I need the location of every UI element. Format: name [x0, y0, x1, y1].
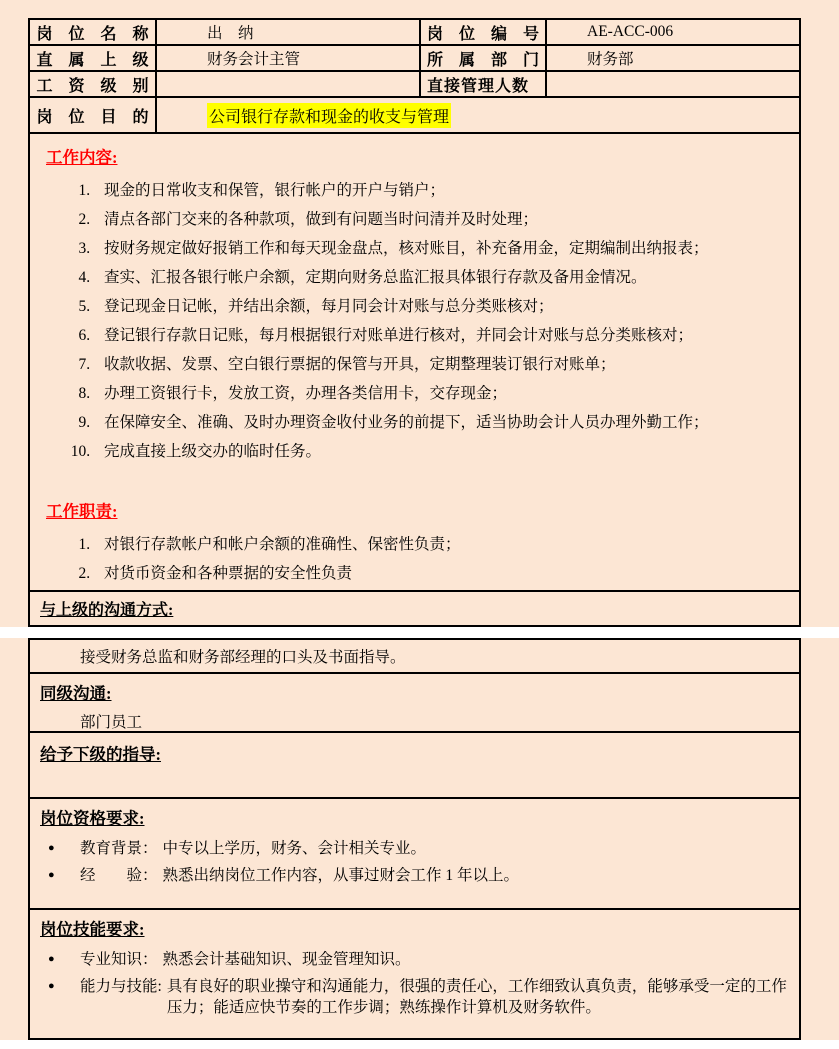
managed-count-value — [547, 72, 799, 98]
work-content-item: 10. 完成直接上级交办的临时任务。 — [94, 441, 785, 462]
salary-grade-value — [157, 72, 421, 98]
position-purpose-label: 岗 位 目 的 — [30, 98, 157, 134]
department-label: 所 属 部 门 — [421, 46, 547, 72]
work-content-item: 8. 办理工资银行卡，发放工资，办理各类信用卡，交存现金； — [94, 383, 785, 404]
skill-requirements-title: 岗位技能要求: — [40, 920, 145, 939]
bullet-icon: ● — [48, 869, 55, 881]
page-bottom-margin — [0, 1040, 839, 1049]
superior-communication-row — [30, 590, 799, 625]
skill-item-text: 熟悉会计基础知识、现金管理知识。 — [162, 951, 411, 968]
work-content-item: 2. 清点各部门交来的各种款项，做到有问题当时问清并及时处理； — [94, 209, 785, 230]
peer-communication-body: 部门员工 — [80, 714, 143, 731]
position-code-label: 岗 位 编 号 — [421, 20, 547, 46]
work-duty-item: 1. 对银行存款帐户和帐户余额的准确性、保密性负责； — [94, 534, 785, 555]
skill-item-text: 具有良好的职业操守和沟通能力，很强的责任心，工作细致认真负责，能够承受一定的工作压力；能适应快节奏的工作步调；熟练操作计算机及财务软件。 — [166, 978, 787, 1016]
page-break-gap — [0, 627, 839, 638]
skill-requirements-section — [30, 910, 799, 1038]
qualification-item-text: 熟悉出纳岗位工作内容，从事过财会工作 1 年以上。 — [162, 867, 520, 884]
qualification-requirements-section — [30, 799, 799, 910]
work-content-list — [46, 180, 785, 462]
direct-superior-value: 财务会计主管 — [157, 46, 421, 72]
work-duties-title: 工作职责: — [46, 502, 118, 521]
subordinate-guidance-section — [30, 733, 799, 799]
qualification-item — [40, 865, 787, 886]
work-content-item: 1. 现金的日常收支和保管，银行帐户的开户与销户； — [94, 180, 785, 201]
position-purpose-highlighted-text: 公司银行存款和现金的收支与管理 — [207, 103, 451, 128]
department-value: 财务部 — [547, 46, 799, 72]
position-name-value: 出 纳 — [157, 20, 421, 46]
work-content-title: 工作内容: — [46, 148, 118, 167]
qualification-item — [40, 838, 787, 859]
work-content-section — [30, 134, 799, 590]
work-duties-list — [46, 534, 785, 584]
subordinate-guidance-title: 给予下级的指导: — [40, 745, 161, 764]
bullet-icon: ● — [48, 842, 55, 854]
peer-communication-section — [30, 674, 799, 733]
work-content-item: 6. 登记银行存款日记账，每月根据银行对账单进行核对，并同会计对账与总分类账核对； — [94, 325, 785, 346]
position-purpose-cell — [157, 98, 799, 134]
skill-item-label: 专业知识： — [80, 951, 158, 968]
bullet-icon: ● — [48, 953, 55, 965]
direct-superior-label: 直 属 上 级 — [30, 46, 157, 72]
peer-communication-title: 同级沟通: — [40, 684, 112, 703]
work-content-item: 9. 在保障安全、准确、及时办理资金收付业务的前提下，适当协助会计人员办理外勤工作； — [94, 412, 785, 433]
qualification-requirements-title: 岗位资格要求: — [40, 809, 145, 828]
qualification-item-label: 经 验： — [80, 867, 158, 884]
position-name-label: 岗 位 名 称 — [30, 20, 157, 46]
salary-grade-label: 工 资 级 别 — [30, 72, 157, 98]
skill-item — [40, 976, 787, 1018]
skill-list — [40, 949, 787, 1018]
bullet-icon: ● — [48, 980, 55, 992]
job-description-table-top — [28, 18, 801, 627]
work-content-item: 4. 查实、汇报各银行帐户余额，定期向财务总监汇报具体银行存款及备用金情况。 — [94, 267, 785, 288]
superior-communication-title: 与上级的沟通方式: — [40, 602, 174, 619]
position-info-table — [30, 20, 799, 134]
work-duties-section — [46, 498, 785, 584]
skill-item-label: 能力与技能: — [80, 978, 162, 995]
superior-communication-body: 接受财务总监和财务部经理的口头及书面指导。 — [30, 640, 799, 674]
work-content-item: 3. 按财务规定做好报销工作和每天现金盘点，核对账目，补充备用金，定期编制出纳报表； — [94, 238, 785, 259]
position-code-value: AE-ACC-006 — [547, 20, 799, 46]
managed-count-label: 直接管理人数 — [421, 72, 547, 98]
qualification-item-text: 中专以上学历，财务、会计相关专业。 — [162, 840, 427, 857]
work-content-item: 7. 收款收据、发票、空白银行票据的保管与开具，定期整理装订银行对账单； — [94, 354, 785, 375]
skill-item — [40, 949, 787, 970]
work-content-item: 5. 登记现金日记帐，并结出余额，每月同会计对账与总分类账核对； — [94, 296, 785, 317]
qualification-item-label: 教育背景： — [80, 840, 158, 857]
work-duty-item: 2. 对货币资金和各种票据的安全性负责 — [94, 563, 785, 584]
job-description-table-bottom — [28, 638, 801, 1040]
qualification-list — [40, 838, 787, 886]
